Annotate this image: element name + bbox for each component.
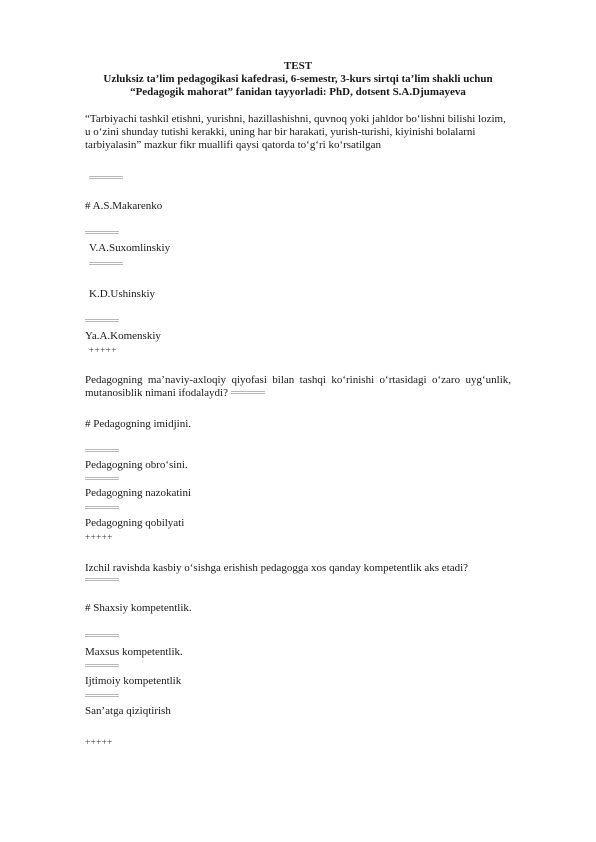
- end-marker: +++++: [85, 737, 113, 747]
- separator: [85, 449, 119, 452]
- header-line-1: Uzluksiz ta’lim pedagogikasi kafedrasi, 6-semestr, 3-kurs sirtqi ta’lim shakli uchun: [103, 73, 493, 85]
- test-title: TEST: [283, 60, 313, 72]
- answer-4: Ya.A.Komenskiy: [85, 330, 161, 342]
- answer-4: Pedagogning qobilyati: [85, 517, 185, 529]
- answer-2: Maxsus kompetentlik.: [85, 646, 183, 658]
- separator: [85, 664, 119, 667]
- answer-1-correct: # Pedagogning imidjini.: [85, 418, 192, 430]
- separator: [85, 319, 119, 322]
- answer-3: K.D.Ushinskiy: [89, 288, 156, 300]
- separator: [231, 391, 265, 394]
- answer-1-correct: # Shaxsiy kompetentlik.: [85, 602, 192, 614]
- separator: [85, 634, 119, 637]
- answer-1-correct: # A.S.Makarenko: [85, 200, 163, 212]
- question-1-line-1: “Tarbiyachi tashkil etishni, yurishni, hazillashishni, quvnoq yoki jahldor bo‘lishni bilishi lozim,: [85, 113, 506, 125]
- separator: [85, 578, 119, 581]
- separator: [85, 694, 119, 697]
- separator: [85, 506, 119, 509]
- separator: [85, 477, 119, 480]
- answer-2: V.A.Suxomlinskiy: [89, 242, 171, 254]
- separator: [89, 176, 123, 179]
- question-2: [85, 374, 511, 400]
- answer-3: Ijtimoiy kompetentlik: [85, 675, 182, 687]
- answer-4: San’atga qiziqtirish: [85, 705, 171, 717]
- question-1-line-2: u o‘zini shunday tutishi kerakki, uning har bir harakati, yurish-turishi, kiyinishi bolalarni: [85, 126, 476, 138]
- end-marker: +++++: [85, 532, 113, 542]
- answer-2: Pedagogning obro‘sini.: [85, 459, 188, 471]
- question-2-text: Pedagogning ma’naviy-axloqiy qiyofasi bilan tashqi ko‘rinishi o‘rtasidagi o‘zaro uyg‘unlik, mutanosiblik nimani ifodalaydi?: [85, 374, 511, 399]
- question-3-text: Izchil ravishda kasbiy o‘sishga erishish pedagogga xos qanday kompetentlik aks etadi?: [85, 562, 469, 574]
- answer-3: Pedagogning nazokatini: [85, 487, 192, 499]
- separator: [85, 231, 119, 234]
- question-1-line-3: tarbiyalasin” mazkur fikr muallifi qaysi qatorda to‘g‘ri ko‘rsatilgan: [85, 139, 381, 151]
- header-line-2: “Pedagogik mahorat” fanidan tayyorladi: PhD, dotsent S.A.Djumayeva: [130, 86, 466, 98]
- separator: [89, 262, 123, 265]
- end-marker: +++++: [89, 345, 117, 355]
